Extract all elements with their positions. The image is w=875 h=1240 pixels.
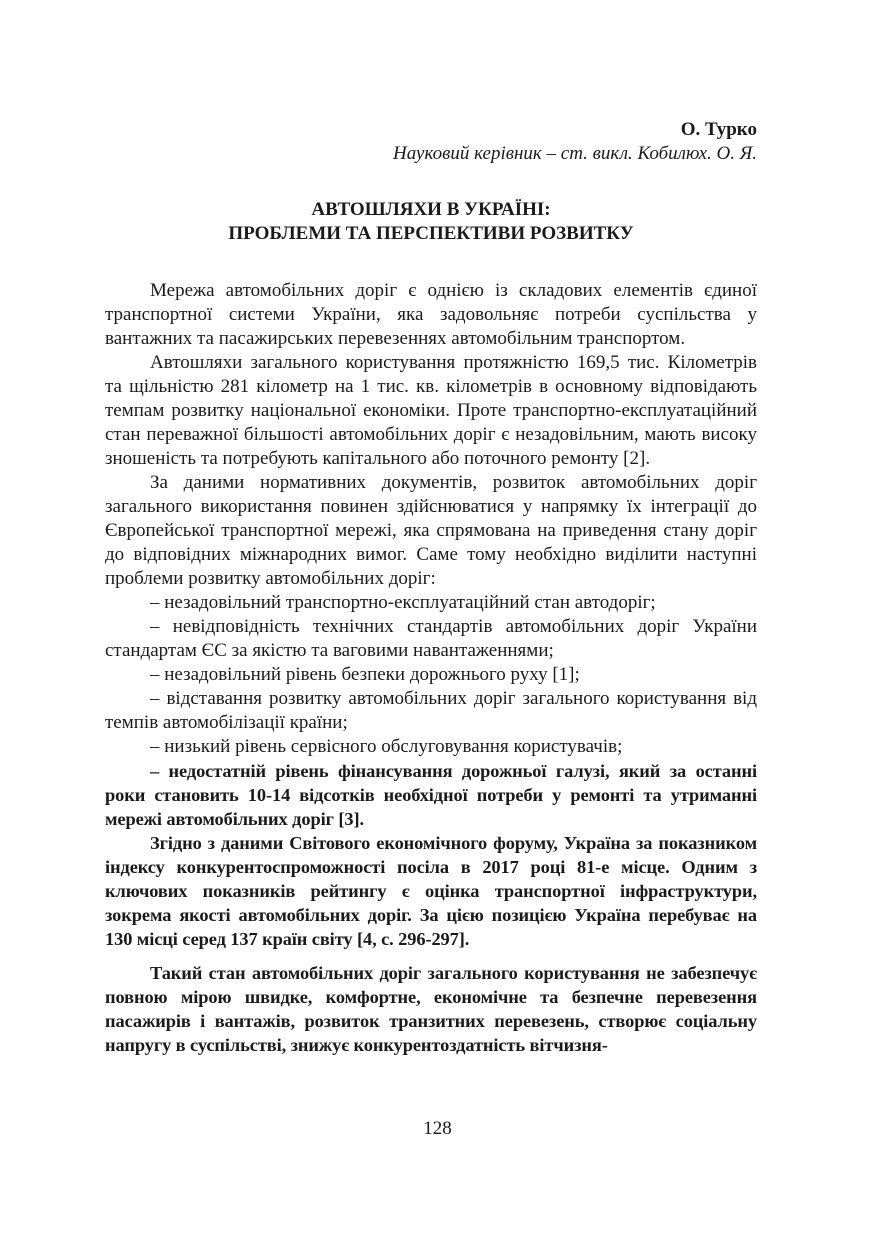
title-line-2: ПРОБЛЕМИ ТА ПЕРСПЕКТИВИ РОЗВИТКУ xyxy=(228,223,634,244)
paragraph-normative: За даними нормативних документів, розвиток автомобільних доріг загального використання повинен здійснюватися у напрямку їх інтеграції до Європейської транспортної мережі, яка спрямована на приведення стану доріг до відповідних міжнародних вимог. Саме тому необхідно виділити наступні проблеми розвитку автомобільних доріг: xyxy=(105,472,757,589)
page-number: 128 xyxy=(423,1118,452,1139)
title-line-1: АВТОШЛЯХИ В УКРАЇНІ: xyxy=(311,199,551,220)
author-name: О. Турко xyxy=(680,119,757,140)
list-item-problem-5: – низький рівень сервісного обслуговування користувачів; xyxy=(150,736,623,757)
article-body xyxy=(105,279,757,1057)
article-title xyxy=(105,198,757,246)
list-item-problem-1: – незадовільний транспортно-експлуатаційний стан автодоріг; xyxy=(150,592,656,613)
document-page xyxy=(105,118,757,1057)
scientific-supervisor: Науковий керівник – ст. викл. Кобилюх. О. Я. xyxy=(393,143,757,164)
paragraph-conclusion: Такий стан автомобільних доріг загального користування не забезпечує повною мірою швидке, комфортне, економічне та безпечне перевезення пасажирів і вантажів, розвиток транзитних перевезень, створює соціальну напругу в суспільстві, знижує конкурентоздатність вітчизня- xyxy=(105,963,757,1055)
paragraph-wef-ranking: Згідно з даними Світового економічного форуму, Україна за показником індексу конкурентоспроможності посіла в 2017 році 81-е місце. Одним з ключових показників рейтингу є оцінка транспортної інфраструктури, зокрема якості автомобільних доріг. За цією позицією Україна перебуває на 130 місці серед 137 країн світу [4, с. 296-297]. xyxy=(105,833,757,949)
paragraph-intro: Мережа автомобільних доріг є однією із складових елементів єдиної транспортної системи України, яка задовольняє потреби суспільства у вантажних та пасажирських перевезеннях автомобільним транспортом. xyxy=(105,280,757,349)
list-item-problem-4: – відставання розвитку автомобільних доріг загального користування від темпів автомобілізації країни; xyxy=(105,688,757,733)
list-item-problem-6: – недостатній рівень фінансування дорожньої галузі, який за останні роки становить 10-14 відсотків необхідної потреби у ремонті та утриманні мережі автомобільних доріг [3]. xyxy=(105,761,757,829)
list-item-problem-3: – незадовільний рівень безпеки дорожнього руху [1]; xyxy=(150,664,580,685)
paragraph-road-length: Автошляхи загального користування протяжністю 169,5 тис. Кілометрів та щільністю 281 кілометр на 1 тис. кв. кілометрів в основному відповідають темпам розвитку національної економіки. Проте транспортно-експлуатаційний стан переважної більшості автомобільних доріг є незадовільним, мають високу зношеність та потребують капітального або поточного ремонту [2]. xyxy=(105,352,757,469)
list-item-problem-2: – невідповідність технічних стандартів автомобільних доріг України стандартам ЄС за якістю та ваговими навантаженнями; xyxy=(105,616,757,661)
